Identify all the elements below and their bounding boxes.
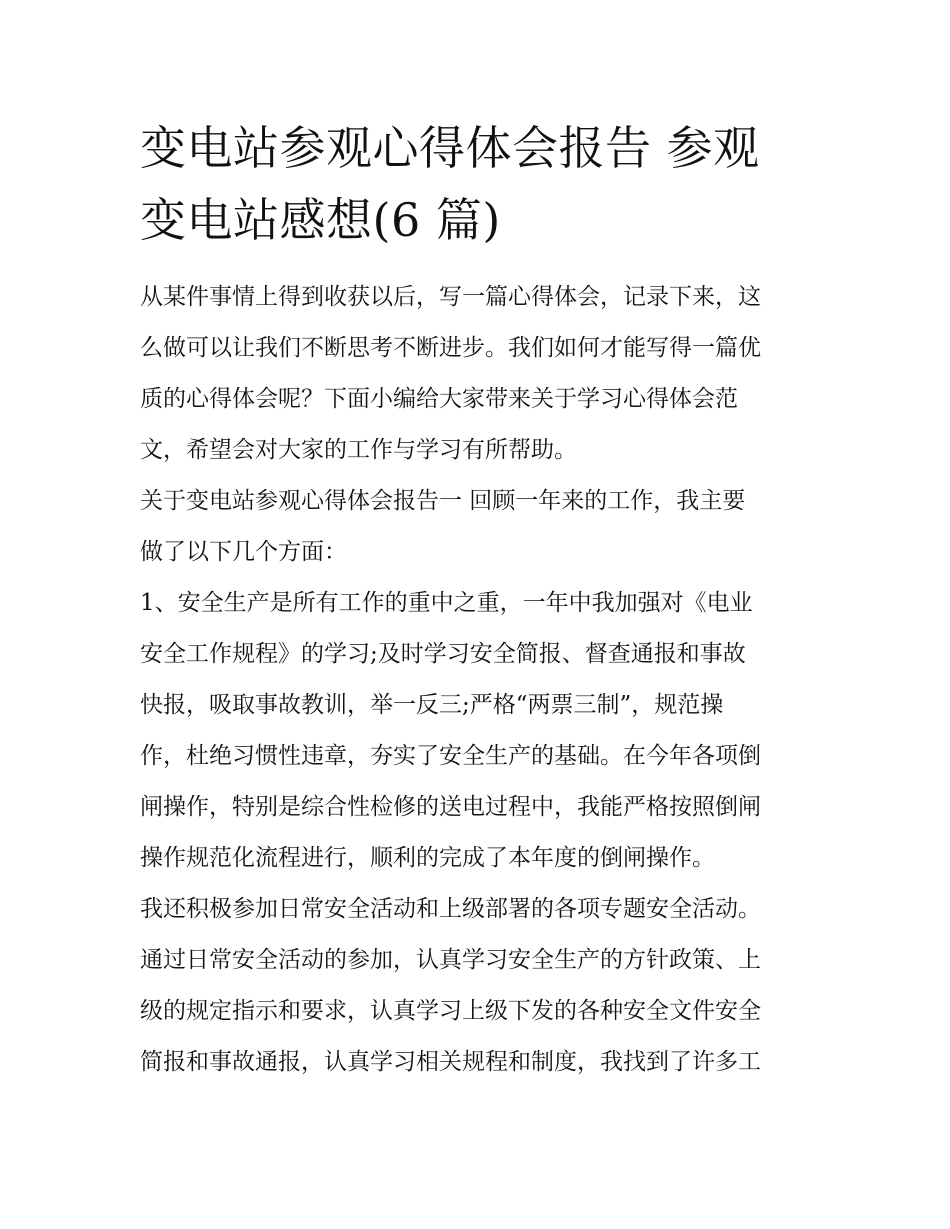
document-title [140,112,830,256]
body-line: 快报，吸取事故教训，举一反三;严格“两票三制”，规范操 [140,692,724,718]
body-line: 闸操作，特别是综合性检修的送电过程中，我能严格按照倒闸 [140,794,761,820]
document-body [140,272,820,1088]
body-line: 操作规范化流程进行，顺利的完成了本年度的倒闸操作。 [140,845,715,871]
body-line: 简报和事故通报，认真学习相关规程和制度，我找到了许多工 [140,1049,761,1075]
body-line: 级的规定指示和要求，认真学习上级下发的各种安全文件安全 [140,998,761,1024]
body-line: 1、安全生产是所有工作的重中之重，一年中我加强对《电业 [140,590,753,616]
body-line: 我还积极参加日常安全活动和上级部署的各项专题安全活动。 [140,896,761,922]
body-line: 么做可以让我们不断思考不断进步。我们如何才能写得一篇优 [140,335,761,361]
body-line: 通过日常安全活动的参加，认真学习安全生产的方针政策、上 [140,947,761,973]
body-line: 做了以下几个方面： [140,539,347,565]
title-line-1: 变电站参观心得体会报告 参观 [140,121,760,175]
body-line: 作，杜绝习惯性违章，夯实了安全生产的基础。在今年各项倒 [140,743,761,769]
title-line-2: 变电站感想(6 篇) [140,193,501,247]
body-line: 质的心得体会呢？下面小编给大家带来关于学习心得体会范 [140,386,738,412]
body-line: 安全工作规程》的学习;及时学习安全简报、督查通报和事故 [140,641,746,667]
body-line: 文，希望会对大家的工作与学习有所帮助。 [140,437,577,463]
body-line: 从某件事情上得到收获以后，写一篇心得体会，记录下来，这 [140,284,761,310]
body-line: 关于变电站参观心得体会报告一 回顾一年来的工作，我主要 [140,488,746,514]
